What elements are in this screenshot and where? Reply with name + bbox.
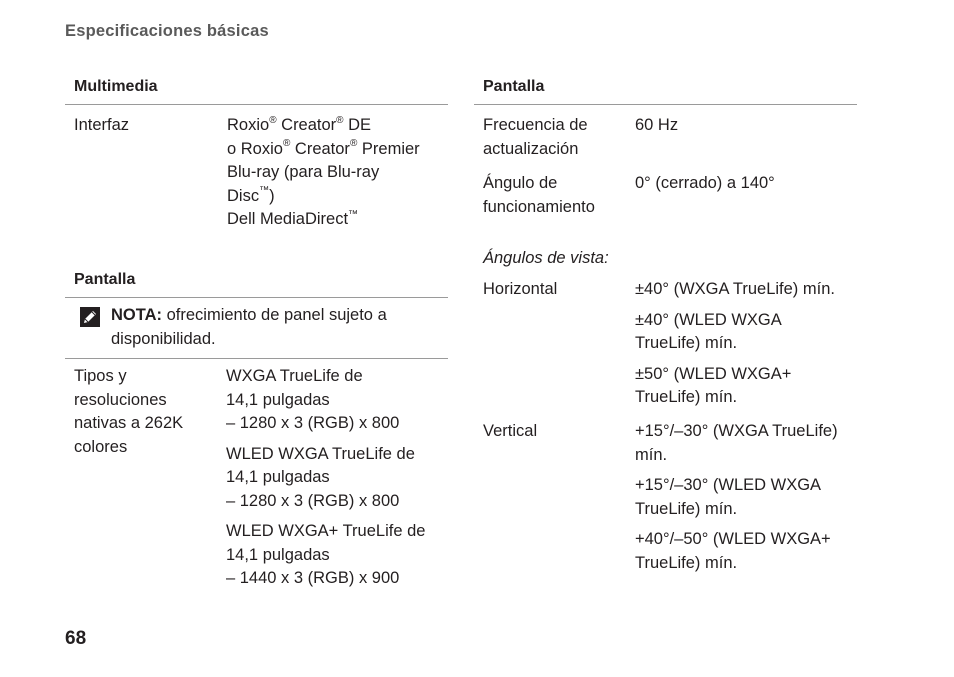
horizontal-label: Horizontal [483, 280, 558, 298]
horizontal-row [474, 278, 857, 420]
vertical-value: +15°/–30° (WLED WXGA TrueLife) mín. [635, 476, 822, 518]
interface-line: o Roxio® Creator® Premier [227, 138, 420, 158]
running-head: Especificaciones básicas [65, 22, 269, 40]
vertical-row [474, 420, 857, 590]
display-type-item: WLED WXGA+ TrueLife de 14,1 pulgadas – 1440 x 3 (RGB) x 900 [226, 522, 426, 587]
note-row [65, 298, 448, 359]
display-types-values [226, 365, 425, 591]
horizontal-value: ±50° (WLED WXGA+ TrueLife) mín. [635, 364, 792, 406]
angle-label: Ángulo de funcionamiento [483, 174, 595, 216]
display-types-row [65, 359, 448, 599]
note-label: NOTA: [111, 306, 163, 324]
horizontal-values [635, 278, 835, 410]
interface-line: Disc™) [227, 185, 275, 205]
vertical-values [635, 420, 838, 575]
right-column [474, 68, 857, 590]
vertical-value: +15°/–30° (WXGA TrueLife) mín. [635, 422, 838, 464]
interface-row [65, 105, 448, 261]
display-types-label: Tipos y resoluciones nativas a 262K colores [74, 367, 184, 456]
view-angles-row [474, 245, 857, 278]
left-column [65, 68, 448, 599]
multimedia-section-title: Multimedia [65, 68, 448, 105]
refresh-row [474, 105, 857, 163]
vertical-value: +40°/–50° (WLED WXGA+ TrueLife) mín. [635, 530, 831, 572]
view-angles-label: Ángulos de vista: [483, 249, 609, 267]
note-pencil-icon [80, 307, 100, 327]
interface-line: Dell MediaDirect™ [227, 208, 359, 228]
note-text: ofrecimiento de panel sujeto a [162, 306, 387, 324]
angle-row [474, 163, 857, 245]
interface-line: Blu-ray (para Blu-ray [227, 163, 380, 181]
horizontal-value: ±40° (WLED WXGA TrueLife) mín. [635, 310, 782, 352]
note-text-2: disponibilidad. [111, 329, 216, 348]
refresh-value: 60 Hz [635, 116, 679, 134]
display-type-item: WXGA TrueLife de 14,1 pulgadas – 1280 x 3 (RGB) x 800 [226, 367, 400, 432]
horizontal-value: ±40° (WXGA TrueLife) mín. [635, 280, 835, 298]
interface-line: Roxio® Creator® DE [227, 114, 372, 134]
display-type-item: WLED WXGA TrueLife de 14,1 pulgadas – 1280 x 3 (RGB) x 800 [226, 444, 415, 510]
angle-value: 0° (cerrado) a 140° [635, 174, 775, 192]
right-pantalla-section-title: Pantalla [474, 68, 857, 105]
page-number: 68 [65, 628, 87, 649]
vertical-label: Vertical [483, 422, 538, 440]
interface-values [227, 114, 420, 232]
pantalla-section-title: Pantalla [65, 261, 448, 298]
interface-label: Interfaz [74, 116, 130, 134]
refresh-label: Frecuencia de actualización [483, 116, 588, 158]
